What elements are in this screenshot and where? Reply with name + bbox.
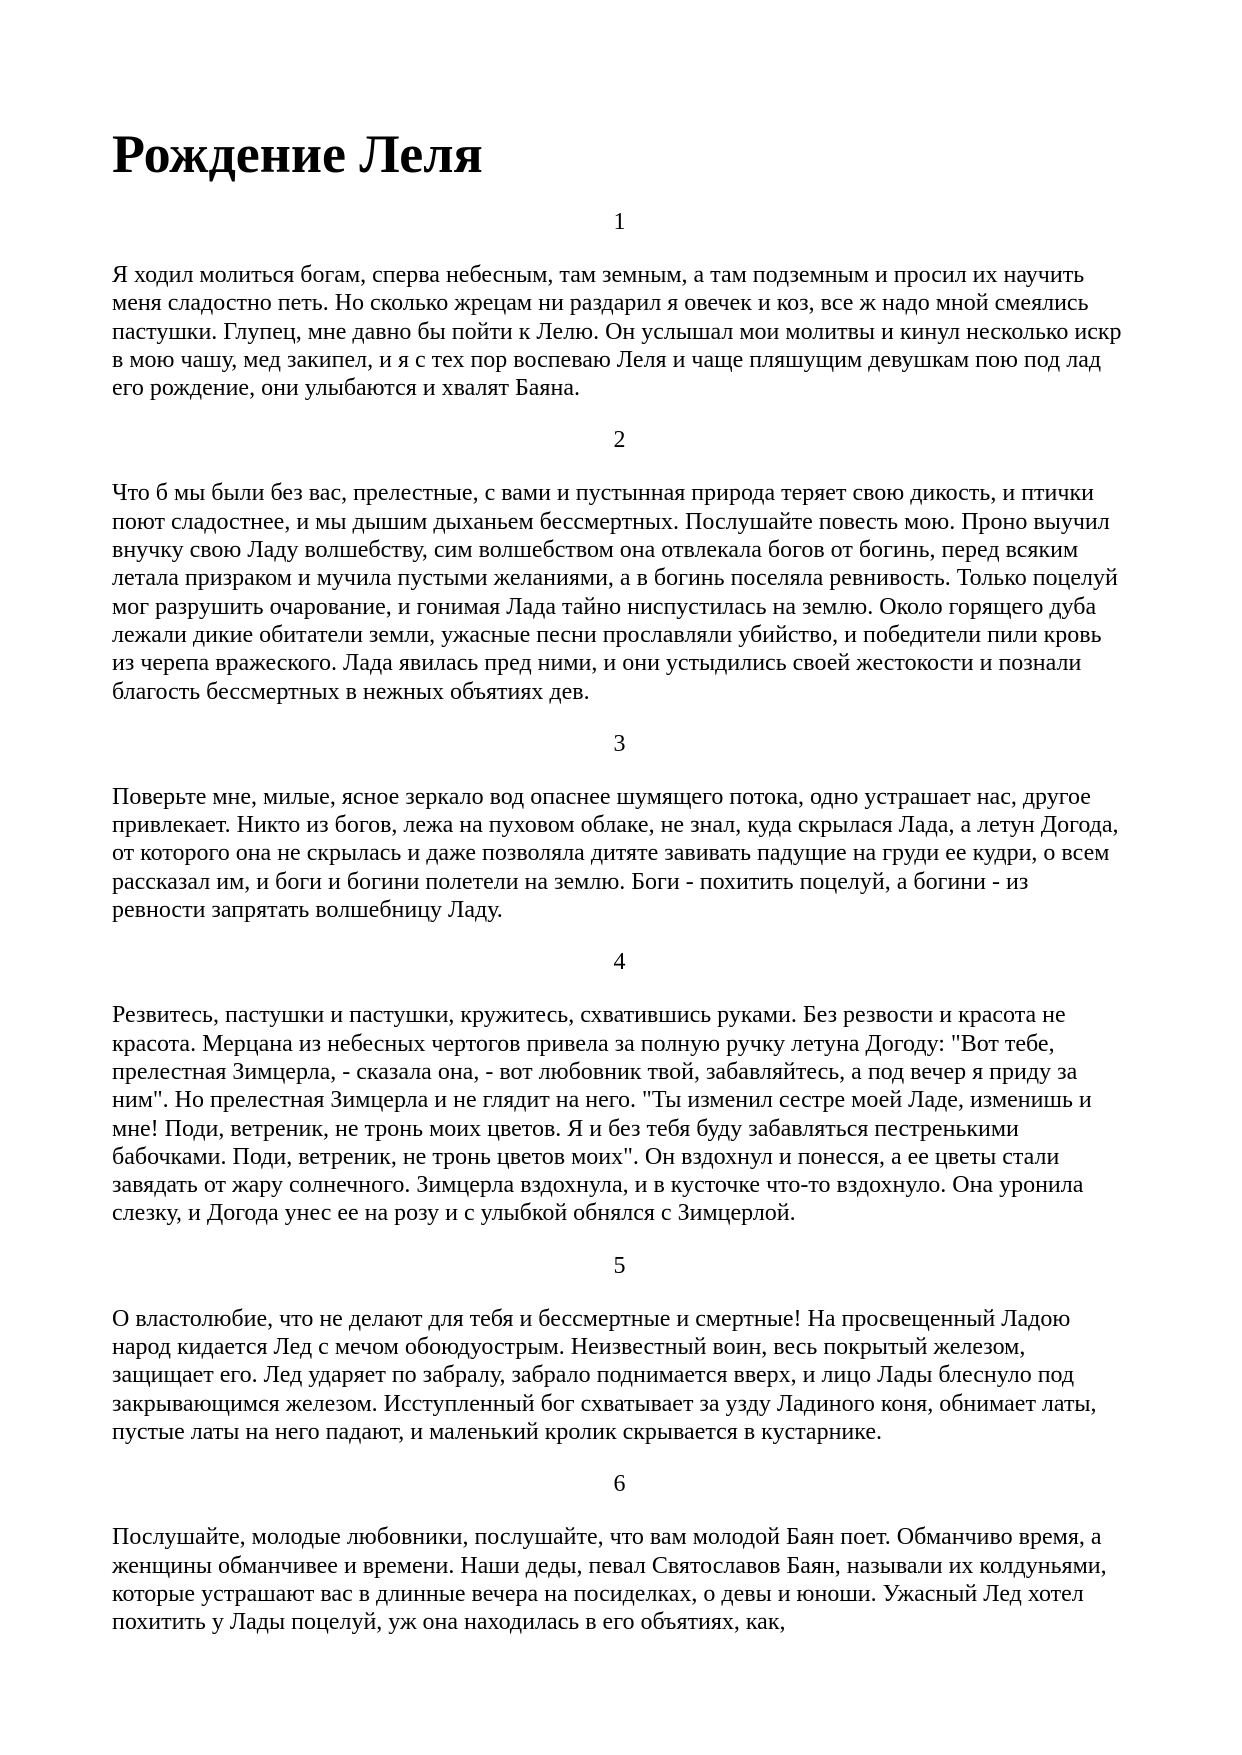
section-number-2: 2 [613,427,626,454]
section-text-1: Я ходил молиться богам, сперва небесным, там земным, а там подземным и просил их научить меня сладостно петь. Но сколько жрецам ни раздарил я овечек и коз, все ж надо мной смеялись пастушки. Глупец, мне давно бы пойти к Лелю. Он услышал мои молитвы и кинул несколько искр в мою чашу, мед закипел, и я с тех пор воспеваю Леля и чаще пляшущим девушкам пою под лад его рождение, они улыбаются и хвалят Баяна. [112,262,1122,402]
document-page [112,0,1127,1636]
section-text-4: Резвитесь, пастушки и пастушки, кружитесь, схватившись руками. Без резвости и красота не красота. Мерцана из небесных чертогов привела за полную ручку летуна Догоду: "Вот тебе, прелестная Зимцерла, - сказала она, - вот любовник твой, забавляйтесь, а под вечер я приду за ним". Но прелестная Зимцерла и не глядит на него. "Ты изменил сестре моей Ладе, изменишь и мне! Поди, ветреник, не тронь моих цветов. Я и без тебя буду забавляться пестренькими бабочками. Поди, ветреник, не тронь цветов моих". Он вздохнул и понесся, а ее цветы стали завядать от жару солнечного. Зимцерла вздохнула, и в кусточке что-то вздохнуло. Она уронила слезку, и Догода унес ее на розу и с улыбкой обнялся с Зимцерлой. [112,1002,1092,1227]
section-number-5: 5 [613,1252,626,1279]
section-text-3: Поверьте мне, милые, ясное зеркало вод опаснее шумящего потока, одно устрашает нас, другое привлекает. Никто из богов, лежа на пуховом облаке, не знал, куда скрылася Лада, а летун Догода, от которого она не скрылась и даже позволяла дитяте завивать падущие на груди ее кудри, о всем рассказал им, и боги и богини полетели на землю. Боги - похитить поцелуй, а богини - из ревности запрятать волшебницу Ладу. [112,783,1119,924]
section-text-2: Что б мы были без вас, прелестные, с вами и пустынная природа теряет свою дикость, и птички поют сладостнее, и мы дышим дыханьем бессмертных. Послушайте повесть мою. Проно выучил внучку свою Ладу волшебству, сим волшебством она отвлекала богов от богинь, перед всяким летала призраком и мучила пустыми желаниями, а в богинь поселяла ревнивость. Только поцелуй мог разрушить очарование, и гонимая Лада тайно ниспустилась на землю. Около горящего дуба лежали дикие обитатели земли, ужасные песни прославляли убийство, и победители пили кровь из черепа вражеского. Лада явилась пред ними, и они устыдились своей жестокости и познали благость бессмертных в нежных объятиях дев. [112,480,1118,705]
section-text-5: О властолюбие, что не делают для тебя и бессмертные и смертные! На просвещенный Ладою народ кидается Лед с мечом обоюдуострым. Неизвестный воин, весь покрытый железом, защищает его. Лед ударяет по забралу, забрало поднимается вверх, и лицо Лады блеснуло под закрывающимся железом. Исступленный бог схватывает за узду Ладиного коня, обнимает латы, пустые латы на него падают, и маленький кролик скрывается в кустарнике. [112,1305,1097,1445]
section-number-1: 1 [613,209,626,235]
section-number-3: 3 [613,730,626,757]
section-number-4: 4 [613,949,626,976]
section-number-6: 6 [613,1471,626,1498]
section-text-6: Послушайте, молодые любовники, послушайте, что вам молодой Баян поет. Обманчиво время, а женщины обманчивее и времени. Наши деды, певал Святославов Баян, называли их колдуньями, которые устрашают вас в длинные вечера на посиделках, о девы и юноши. Ужасный Лед хотел похитить у Лады поцелуй, уж она находилась в его объятиях, как, [112,1524,1107,1636]
document-title: Рождение Леля [112,124,483,184]
